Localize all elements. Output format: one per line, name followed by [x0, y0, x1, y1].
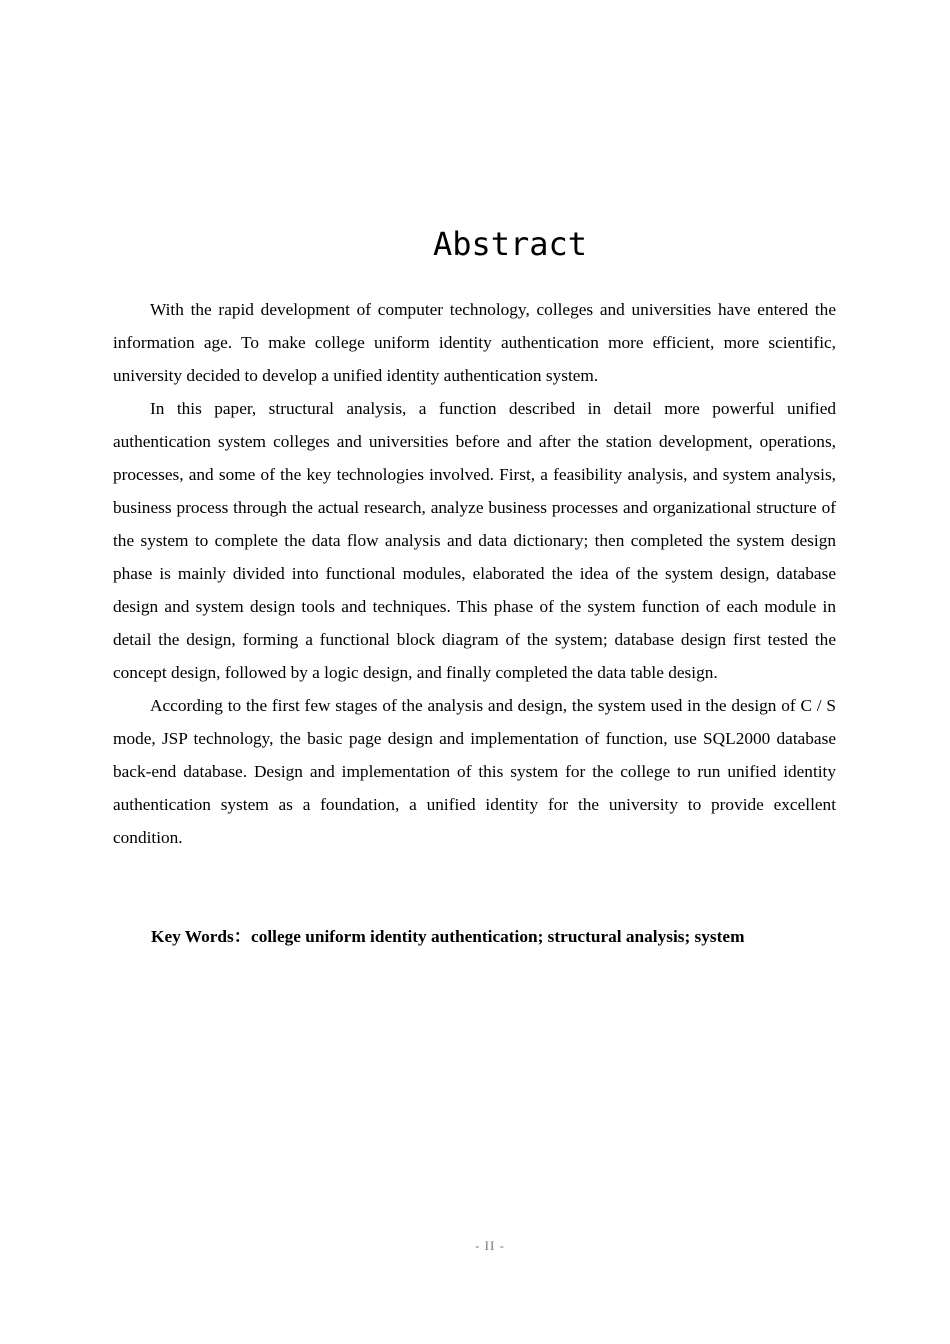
- abstract-title: Abstract: [432, 225, 588, 263]
- page-number: - II -: [475, 1238, 505, 1253]
- abstract-paragraph-1: With the rapid development of computer technology, colleges and universities have entered the information age. To make college uniform identity authentication more efficient, more scientific, university decided to develop a unified identity authentication system.: [113, 300, 836, 385]
- abstract-paragraph-2: In this paper, structural analysis, a function described in detail more powerful unified authentication system colleges and universities before and after the station development, operations, processes, and some of the key technologies involved. First, a feasibility analysis, and system analysis, business process through the actual research, analyze business processes and organizational structure of the system to complete the data flow analysis and data dictionary; then completed the system design phase is mainly divided into functional modules, elaborated the idea of the system design, database design and system design tools and techniques. This phase of the system function of each module in detail the design, forming a functional block diagram of the system; database design first tested the concept design, followed by a logic design, and finally completed the data table design.: [113, 399, 836, 682]
- abstract-body: [113, 293, 836, 854]
- keywords-label: Key Words：: [151, 927, 252, 946]
- keywords-text: college uniform identity authentication; structural analysis; system: [251, 927, 745, 946]
- keywords-line: [151, 922, 851, 952]
- abstract-paragraph-3: According to the first few stages of the analysis and design, the system used in the design of C / S mode, JSP technology, the basic page design and implementation of function, use SQL2000 database back-end database. Design and implementation of this system for the college to run unified identity authentication system as a foundation, a unified identity for the university to provide excellent condition.: [113, 696, 836, 847]
